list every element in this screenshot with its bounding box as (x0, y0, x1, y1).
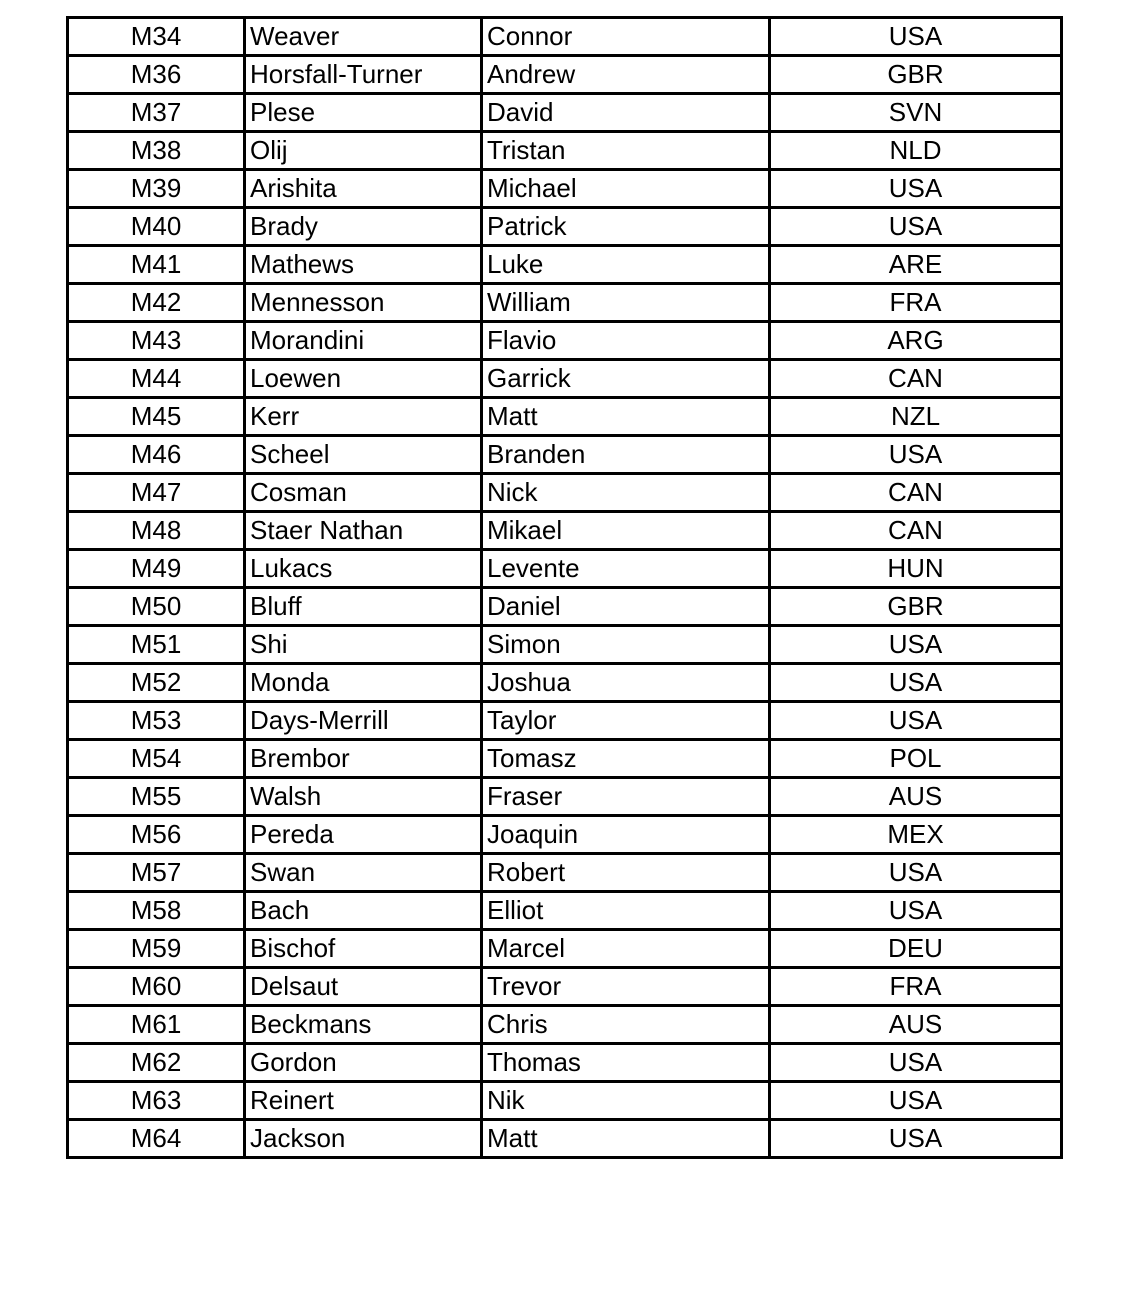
table-row (68, 322, 1062, 360)
first-name-cell: Branden (482, 436, 770, 474)
table-row (68, 892, 1062, 930)
roster-table (66, 16, 1063, 1159)
last-name-cell: Bischof (245, 930, 482, 968)
first-name-cell: Flavio (482, 322, 770, 360)
first-name-cell: Nick (482, 474, 770, 512)
table-row (68, 816, 1062, 854)
table-row (68, 968, 1062, 1006)
country-code-cell: HUN (770, 550, 1062, 588)
athlete-id-cell: M63 (68, 1082, 245, 1120)
last-name-cell: Delsaut (245, 968, 482, 1006)
first-name-cell: Patrick (482, 208, 770, 246)
athlete-id-cell: M37 (68, 94, 245, 132)
table-row (68, 1006, 1062, 1044)
table-row (68, 94, 1062, 132)
country-code-cell: USA (770, 1082, 1062, 1120)
table-row (68, 246, 1062, 284)
last-name-cell: Pereda (245, 816, 482, 854)
country-code-cell: ARE (770, 246, 1062, 284)
last-name-cell: Weaver (245, 18, 482, 56)
athlete-id-cell: M36 (68, 56, 245, 94)
first-name-cell: Joshua (482, 664, 770, 702)
country-code-cell: USA (770, 702, 1062, 740)
first-name-cell: Michael (482, 170, 770, 208)
table-row (68, 360, 1062, 398)
last-name-cell: Reinert (245, 1082, 482, 1120)
athlete-id-cell: M46 (68, 436, 245, 474)
country-code-cell: SVN (770, 94, 1062, 132)
last-name-cell: Beckmans (245, 1006, 482, 1044)
table-row (68, 284, 1062, 322)
country-code-cell: USA (770, 626, 1062, 664)
table-row (68, 664, 1062, 702)
country-code-cell: AUS (770, 778, 1062, 816)
athlete-id-cell: M40 (68, 208, 245, 246)
country-code-cell: ARG (770, 322, 1062, 360)
last-name-cell: Bluff (245, 588, 482, 626)
last-name-cell: Jackson (245, 1120, 482, 1158)
country-code-cell: USA (770, 436, 1062, 474)
first-name-cell: Taylor (482, 702, 770, 740)
athlete-id-cell: M51 (68, 626, 245, 664)
roster-table-body (68, 18, 1062, 1158)
country-code-cell: NZL (770, 398, 1062, 436)
country-code-cell: CAN (770, 512, 1062, 550)
country-code-cell: POL (770, 740, 1062, 778)
last-name-cell: Arishita (245, 170, 482, 208)
table-row (68, 1082, 1062, 1120)
last-name-cell: Kerr (245, 398, 482, 436)
country-code-cell: USA (770, 892, 1062, 930)
athlete-id-cell: M38 (68, 132, 245, 170)
last-name-cell: Olij (245, 132, 482, 170)
first-name-cell: Daniel (482, 588, 770, 626)
athlete-id-cell: M62 (68, 1044, 245, 1082)
last-name-cell: Gordon (245, 1044, 482, 1082)
last-name-cell: Morandini (245, 322, 482, 360)
last-name-cell: Scheel (245, 436, 482, 474)
country-code-cell: AUS (770, 1006, 1062, 1044)
first-name-cell: Matt (482, 398, 770, 436)
last-name-cell: Brembor (245, 740, 482, 778)
athlete-id-cell: M42 (68, 284, 245, 322)
first-name-cell: Garrick (482, 360, 770, 398)
last-name-cell: Staer Nathan (245, 512, 482, 550)
table-row (68, 1120, 1062, 1158)
last-name-cell: Shi (245, 626, 482, 664)
athlete-id-cell: M47 (68, 474, 245, 512)
last-name-cell: Bach (245, 892, 482, 930)
first-name-cell: Joaquin (482, 816, 770, 854)
country-code-cell: CAN (770, 360, 1062, 398)
first-name-cell: Nik (482, 1082, 770, 1120)
athlete-id-cell: M61 (68, 1006, 245, 1044)
last-name-cell: Walsh (245, 778, 482, 816)
athlete-id-cell: M55 (68, 778, 245, 816)
first-name-cell: Levente (482, 550, 770, 588)
first-name-cell: Mikael (482, 512, 770, 550)
first-name-cell: Matt (482, 1120, 770, 1158)
athlete-id-cell: M52 (68, 664, 245, 702)
country-code-cell: FRA (770, 968, 1062, 1006)
last-name-cell: Mennesson (245, 284, 482, 322)
last-name-cell: Mathews (245, 246, 482, 284)
last-name-cell: Swan (245, 854, 482, 892)
athlete-id-cell: M57 (68, 854, 245, 892)
table-row (68, 930, 1062, 968)
first-name-cell: Elliot (482, 892, 770, 930)
last-name-cell: Brady (245, 208, 482, 246)
athlete-id-cell: M50 (68, 588, 245, 626)
table-row (68, 208, 1062, 246)
country-code-cell: MEX (770, 816, 1062, 854)
last-name-cell: Cosman (245, 474, 482, 512)
country-code-cell: USA (770, 18, 1062, 56)
first-name-cell: Trevor (482, 968, 770, 1006)
table-row (68, 626, 1062, 664)
first-name-cell: Robert (482, 854, 770, 892)
athlete-id-cell: M64 (68, 1120, 245, 1158)
last-name-cell: Loewen (245, 360, 482, 398)
country-code-cell: NLD (770, 132, 1062, 170)
table-row (68, 702, 1062, 740)
athlete-id-cell: M41 (68, 246, 245, 284)
first-name-cell: William (482, 284, 770, 322)
country-code-cell: DEU (770, 930, 1062, 968)
table-row (68, 170, 1062, 208)
athlete-id-cell: M34 (68, 18, 245, 56)
table-row (68, 1044, 1062, 1082)
table-row (68, 18, 1062, 56)
country-code-cell: USA (770, 1120, 1062, 1158)
table-row (68, 588, 1062, 626)
country-code-cell: USA (770, 1044, 1062, 1082)
first-name-cell: Fraser (482, 778, 770, 816)
table-row (68, 512, 1062, 550)
table-row (68, 854, 1062, 892)
athlete-id-cell: M44 (68, 360, 245, 398)
table-row (68, 56, 1062, 94)
country-code-cell: GBR (770, 56, 1062, 94)
athlete-id-cell: M43 (68, 322, 245, 360)
country-code-cell: FRA (770, 284, 1062, 322)
athlete-id-cell: M39 (68, 170, 245, 208)
table-row (68, 778, 1062, 816)
last-name-cell: Monda (245, 664, 482, 702)
athlete-id-cell: M59 (68, 930, 245, 968)
first-name-cell: Luke (482, 246, 770, 284)
first-name-cell: Andrew (482, 56, 770, 94)
first-name-cell: Chris (482, 1006, 770, 1044)
athlete-id-cell: M45 (68, 398, 245, 436)
country-code-cell: USA (770, 854, 1062, 892)
last-name-cell: Plese (245, 94, 482, 132)
table-row (68, 550, 1062, 588)
first-name-cell: Tomasz (482, 740, 770, 778)
table-row (68, 398, 1062, 436)
first-name-cell: Tristan (482, 132, 770, 170)
athlete-id-cell: M53 (68, 702, 245, 740)
athlete-id-cell: M48 (68, 512, 245, 550)
first-name-cell: Connor (482, 18, 770, 56)
first-name-cell: Simon (482, 626, 770, 664)
table-row (68, 436, 1062, 474)
country-code-cell: USA (770, 170, 1062, 208)
athlete-id-cell: M58 (68, 892, 245, 930)
athlete-id-cell: M60 (68, 968, 245, 1006)
table-row (68, 740, 1062, 778)
first-name-cell: Marcel (482, 930, 770, 968)
athlete-id-cell: M54 (68, 740, 245, 778)
country-code-cell: CAN (770, 474, 1062, 512)
athlete-id-cell: M49 (68, 550, 245, 588)
country-code-cell: USA (770, 208, 1062, 246)
athlete-id-cell: M56 (68, 816, 245, 854)
table-row (68, 132, 1062, 170)
last-name-cell: Horsfall-Turner (245, 56, 482, 94)
last-name-cell: Lukacs (245, 550, 482, 588)
country-code-cell: USA (770, 664, 1062, 702)
last-name-cell: Days-Merrill (245, 702, 482, 740)
country-code-cell: GBR (770, 588, 1062, 626)
table-row (68, 474, 1062, 512)
first-name-cell: David (482, 94, 770, 132)
first-name-cell: Thomas (482, 1044, 770, 1082)
